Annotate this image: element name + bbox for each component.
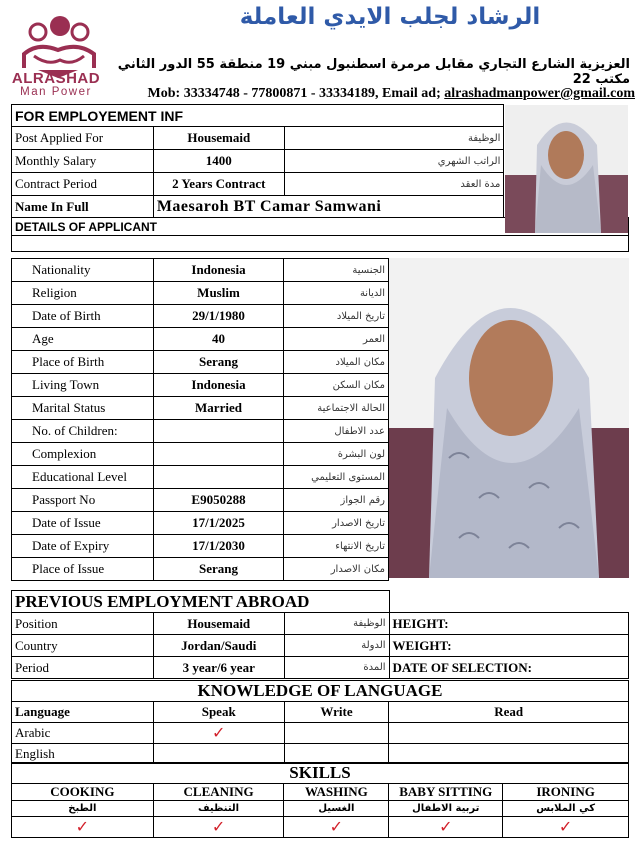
applicant-field-value: 17/1/2025 [153,512,283,535]
applicant-field-label-ar: عدد الاطفال [284,420,389,443]
applicant-field-value: Serang [153,351,283,374]
applicant-field-label-ar: لون البشرة [284,443,389,466]
skill-check-icon: ✓ [389,817,503,838]
contract-period-label: Contract Period [12,173,154,196]
name-label: Name In Full [12,196,154,218]
applicant-field-label-ar: العمر [284,328,389,351]
language-heading: KNOWLEDGE OF LANGUAGE [12,681,629,702]
applicant-row [12,305,389,328]
write-col-header: Write [284,702,389,723]
applicant-field-label: No. of Children: [12,420,154,443]
applicant-row [12,351,389,374]
applicant-field-label: Marital Status [12,397,154,420]
applicant-details-table [11,258,389,581]
write-check-icon [284,723,389,744]
contact-phones: Mob: 33334748 - 77800871 - 33334189, Email ad; [147,86,445,101]
applicant-field-label: Religion [12,282,154,305]
applicant-field-value: E9050288 [153,489,283,512]
previous-row [12,613,629,635]
applicant-row [12,259,389,282]
applicant-photo-small [505,105,628,233]
previous-row [12,657,629,679]
applicant-field-label-ar: المستوى التعليمي [284,466,389,489]
applicant-field-label: Complexion [12,443,154,466]
skills-heading: SKILLS [12,763,629,784]
applicant-field-label-ar: تاريخ الاصدار [284,512,389,535]
contact-email[interactable]: alrashadmanpower@gmail.com [444,86,635,101]
skill-name: BABY SITTING [389,784,503,801]
applicant-field-label-ar: تاريخ الانتهاء [284,535,389,558]
speak-col-header: Speak [153,702,284,723]
contract-period-value: 2 Years Contract [153,173,284,196]
skill-check-icon: ✓ [503,817,629,838]
applicant-field-label-ar: مكان الاصدار [284,558,389,581]
read-check-icon [389,723,629,744]
applicant-field-label: Place of Issue [12,558,154,581]
physical-field-label: DATE OF SELECTION: [389,657,628,679]
applicant-photo-large [389,258,629,578]
previous-field-value: Jordan/Saudi [153,635,284,657]
language-col-header: Language [12,702,154,723]
applicant-field-value: 29/1/1980 [153,305,283,328]
skill-check-icon: ✓ [284,817,389,838]
applicant-field-value: Serang [153,558,283,581]
applicant-row [12,397,389,420]
applicant-field-label: Nationality [12,259,154,282]
logo-name: ALRASHAD [11,70,101,87]
previous-field-value: Housemaid [153,613,284,635]
applicant-field-label-ar: مكان الميلاد [284,351,389,374]
company-title: الرشاد لجلب الايدي العاملة [239,4,541,30]
monthly-salary-value: 1400 [153,150,284,173]
monthly-salary-label-ar: الراتب الشهري [284,150,504,173]
previous-field-value: 3 year/6 year [153,657,284,679]
skill-name-ar: تربية الاطفال [389,801,503,817]
applicant-heading: DETAILS OF APPLICANT [12,218,629,236]
skills-table [11,762,629,838]
skill-check-icon: ✓ [12,817,154,838]
skill-name: WASHING [284,784,389,801]
language-name: Arabic [12,723,154,744]
language-row [12,744,629,764]
applicant-field-label: Place of Birth [12,351,154,374]
language-name: English [12,744,154,764]
applicant-field-value [153,443,283,466]
skill-name-ar: الغسيل [284,801,389,817]
applicant-field-label: Date of Birth [12,305,154,328]
applicant-field-value: Muslim [153,282,283,305]
applicant-field-label-ar: الحالة الاجتماعية [284,397,389,420]
applicant-row [12,466,389,489]
previous-employment-table [11,590,629,679]
applicant-field-label: Age [12,328,154,351]
language-table [11,680,629,764]
applicant-field-label-ar: رقم الجواز [284,489,389,512]
applicant-field-label: Date of Expiry [12,535,154,558]
physical-field-label: HEIGHT: [389,613,628,635]
employment-heading: FOR EMPLOYEMENT INF [12,105,504,127]
person-photo-icon [389,258,629,578]
monthly-salary-label: Monthly Salary [12,150,154,173]
applicant-row [12,535,389,558]
applicant-field-value: Indonesia [153,374,283,397]
previous-field-label-ar: المدة [284,657,389,679]
applicant-field-label: Living Town [12,374,154,397]
applicant-field-label-ar: الجنسية [284,259,389,282]
applicant-row [12,558,389,581]
name-value: Maesaroh BT Camar Samwani [153,196,504,218]
applicant-row [12,374,389,397]
skill-name: COOKING [12,784,154,801]
post-applied-label: Post Applied For [12,127,154,150]
applicant-field-label-ar: مكان السكن [284,374,389,397]
applicant-field-label-ar: الديانة [284,282,389,305]
previous-field-label-ar: الدولة [284,635,389,657]
applicant-row [12,512,389,535]
physical-field-label: WEIGHT: [389,635,628,657]
post-applied-value: Housemaid [153,127,284,150]
skill-name: CLEANING [153,784,284,801]
applicant-row [12,443,389,466]
applicant-field-value [153,420,283,443]
previous-field-label: Country [12,635,154,657]
read-check-icon [389,744,629,764]
skill-name-ar: الطبخ [12,801,154,817]
read-col-header: Read [389,702,629,723]
applicant-field-label-ar: تاريخ الميلاد [284,305,389,328]
skill-name: IRONING [503,784,629,801]
applicant-row [12,282,389,305]
skill-name-ar: كي الملابس [503,801,629,817]
speak-check-icon: ✓ [153,723,284,744]
skill-name-ar: التنظيف [153,801,284,817]
language-row [12,723,629,744]
logo-subtitle: Man Power [20,86,92,98]
previous-field-label: Period [12,657,154,679]
applicant-field-value: Married [153,397,283,420]
applicant-field-value [153,466,283,489]
contract-period-label-ar: مدة العقد [284,173,504,196]
contact-line [110,86,635,102]
applicant-field-label: Passport No [12,489,154,512]
applicant-row [12,489,389,512]
applicant-field-value: 40 [153,328,283,351]
speak-check-icon [153,744,284,764]
post-applied-label-ar: الوظيفة [284,127,504,150]
skill-check-icon: ✓ [153,817,284,838]
applicant-field-value: 17/1/2030 [153,535,283,558]
previous-field-label: Position [12,613,154,635]
applicant-field-label: Educational Level [12,466,154,489]
previous-field-label-ar: الوظيفة [284,613,389,635]
write-check-icon [284,744,389,764]
company-address: العزيزية الشارع التجاري مقابل مرمرة اسطنبول مبني 19 منطقة 55 الدور الثاني مكتب 22 [117,57,630,87]
applicant-field-value: Indonesia [153,259,283,282]
applicant-field-label: Date of Issue [12,512,154,535]
applicant-row [12,328,389,351]
previous-row [12,635,629,657]
previous-heading: PREVIOUS EMPLOYMENT ABROAD [12,591,390,613]
applicant-row [12,420,389,443]
person-photo-icon [505,105,628,233]
